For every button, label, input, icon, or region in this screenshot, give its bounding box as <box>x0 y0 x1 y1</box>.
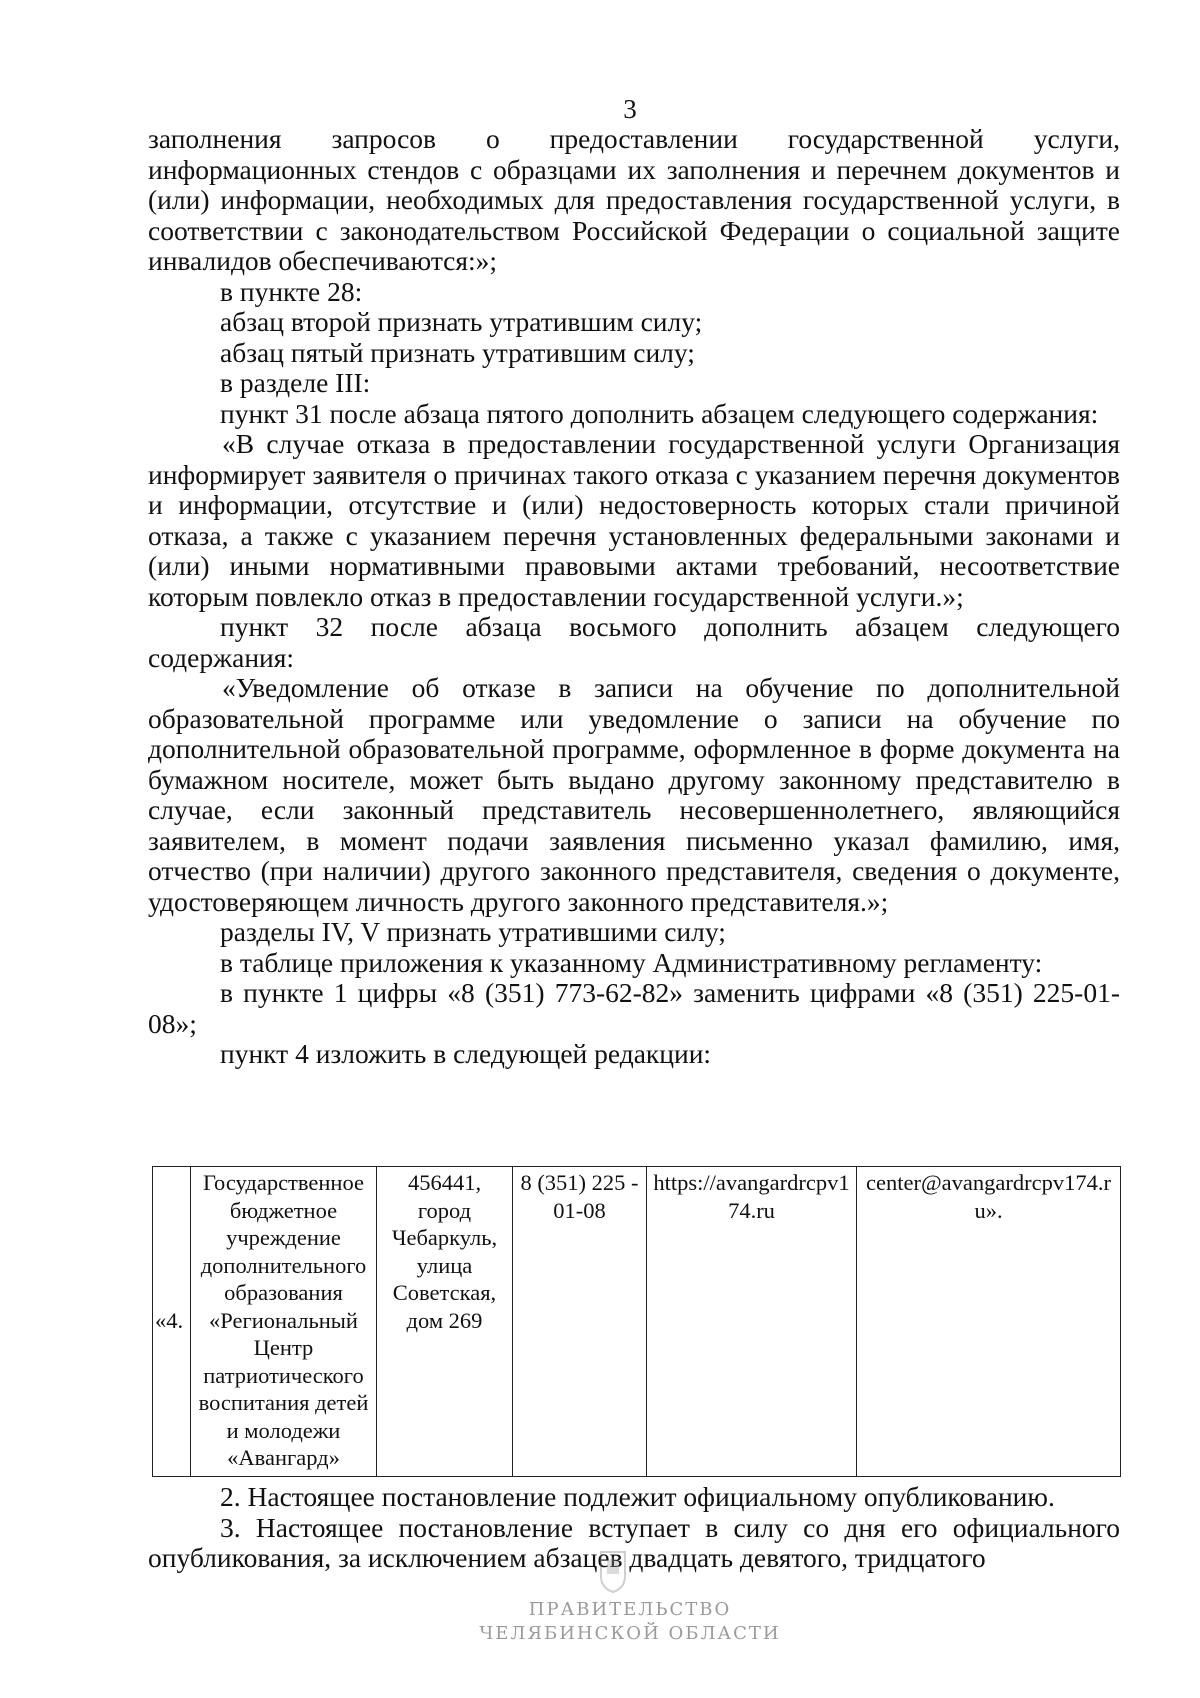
cell-website: https://avangardrcpv174.ru <box>647 1167 857 1477</box>
paragraph-item-28: в пункте 28: <box>220 275 363 307</box>
government-stamp <box>0 1598 1200 1646</box>
paragraph-item-1-phone: в пункте 1 цифры «8 (351) 773-62-82» заменить цифрами «8 (351) 225-01-08»; <box>148 977 1120 1039</box>
cell-phone: 8 (351) 225 - 01-08 <box>513 1167 647 1477</box>
cell-email: center@avangardrcpv174.ru». <box>857 1167 1121 1477</box>
paragraph-table-appendix: в таблице приложения к указанному Административному регламенту: <box>220 946 1043 978</box>
paragraph-entry-into-force: 3. Настоящее постановление вступает в силу со дня его официального опубликования, за исключением абзацев двадцать девятого, тридцатого <box>148 1511 1120 1573</box>
paragraph-item-4: пункт 4 изложить в следующей редакции: <box>220 1038 712 1069</box>
paragraph-quote-notification: «Уведомление об отказе в записи на обучение по дополнительной образовательной программе или уведомление о записи на обучение по дополнительной образовательной программе, оформленное в форме документа на бумажном носителе, может быть выдано другому законному представителю в случае, если законный представитель несовершеннолетнего, являющийся заявителем, в момент подачи заявления письменно указал фамилию, имя, отчество (при наличии) другого законного представителя, сведения о документе, удостоверяющем личность другого законного представителя.»; <box>148 672 1120 917</box>
table-row <box>153 1167 1121 1477</box>
paragraph-publication: 2. Настоящее постановление подлежит официальному опубликованию. <box>220 1481 1055 1512</box>
body-text-bottom <box>148 1482 1120 1574</box>
coat-of-arms-icon <box>598 1548 628 1594</box>
paragraph-abzac-2: абзац второй признать утратившим силу; <box>220 306 703 337</box>
stamp-line-2: ЧЕЛЯБИНСКОЙ ОБЛАСТИ <box>479 1623 781 1644</box>
stamp-line-1: ПРАВИТЕЛЬСТВО <box>528 1599 732 1620</box>
paragraph-item-31: пункт 31 после абзаца пятого дополнить абзацем следующего содержания: <box>220 397 1099 429</box>
paragraph-sections-4-5: разделы IV, V признать утратившими силу; <box>220 916 726 947</box>
cell-organization: Государственное бюджетное учреждение дополнительного образования «Региональный Центр патриотического воспитания детей и молодежи «Авангард» <box>191 1167 377 1477</box>
cell-number: «4. <box>153 1167 191 1477</box>
paragraph-abzac-5: абзац пятый признать утратившим силу; <box>220 336 695 368</box>
body-text-top <box>148 124 1120 1070</box>
paragraph-item-32: пункт 32 после абзаца восьмого дополнить абзацем следующего содержания: <box>148 611 1120 673</box>
contacts-table-wrap <box>152 1166 1120 1477</box>
cell-address: 456441, город Чебаркуль, улица Советская, дом 269 <box>377 1167 513 1477</box>
contacts-table <box>152 1166 1121 1477</box>
paragraph-quote-refusal: «В случае отказа в предоставлении государственной услуги Организация информирует заявителя о причинах такого отказа с указанием перечня документов и информации, отсутствие и (или) недостоверность которых стали причиной отказа, а также с указанием перечня установленных федеральными законами и (или) иными нормативными правовыми актами требований, несоответствие которым повлекло отказ в предоставлении государственной услуги.»; <box>148 428 1120 612</box>
page-number: 3 <box>623 94 637 124</box>
paragraph-continuation: заполнения запросов о предоставлении государственной услуги, информационных стендов с образцами их заполнения и перечнем документов и (или) информации, необходимых для предоставления государственной услуги, в соответствии с законодательством Российской Федерации о социальной защите инвалидов обеспечиваются:»; <box>148 123 1120 276</box>
paragraph-section-3: в разделе III: <box>220 367 371 398</box>
